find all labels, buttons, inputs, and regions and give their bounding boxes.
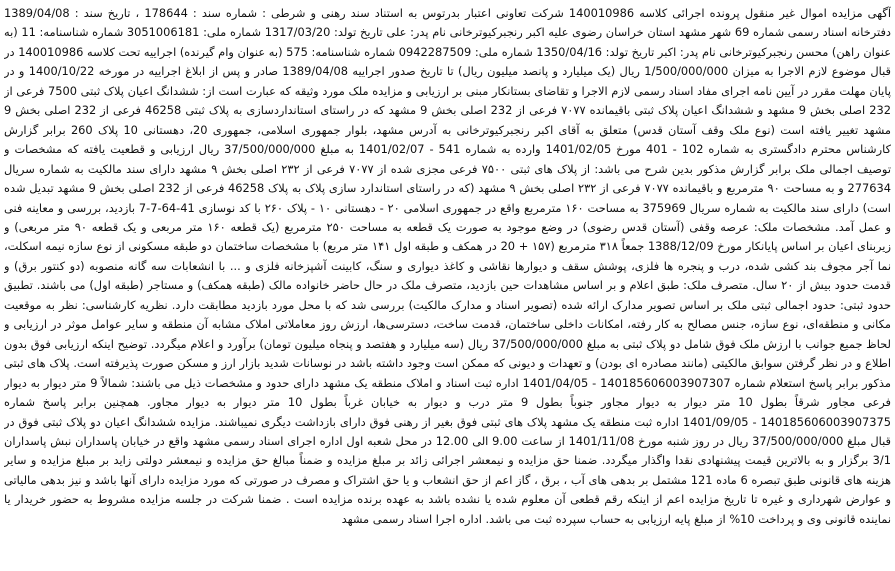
auction-notice xyxy=(4,4,891,567)
notice-body-text: آگهی مزایده اموال غیر منقول پرونده اجرائی کلاسه 140010986 شرکت تعاونی اعتبار بدرتوس به استناد سند رهنی و شرطی : شماره سند : 178644 ، تاریخ سند : 1389/04/08 دفترخانه اسناد رسمی شماره 69 شهر مشهد استان خراسان رضوی علیه اکبر رنجبرکیوترخانی نام پدر: علی تاریخ تولد: 1317/03/20 شماره ملی: 3051006181 شماره شناسنامه: 11 (به عنوان راهن) محسن رنجبرکیوترخانی نام پدر: اکبر تاریخ تولد: 1350/04/16 شماره ملی: 0942287509 شماره شناسنامه: 575 (به عنوان وام گیرنده) اجراییه تحت کلاسه 140010986 در قبال موضوع لازم الاجرا به میزان 1/500/000/000 ریال (یک میلیارد و پانصد میلیون ریال) تا تاریخ صدور اجراییه 1389/04/08 صادر و پس از ابلاغ اجراییه در مورخه 1400/10/22 و در پایان مهلت مقرر در آیین نامه اجرای مفاد اسناد رسمی لازم الاجرا و تقاضای بستانکار مبنی بر ارزیابی و مزایده ملک مورد وثیقه که عبارت است از: ششدانگ اعیان پلاک ثبتی 7500 فرعی از 232 اصلی بخش 9 مشهد و ششدانگ اعیان پلاک ثبتی باقیمانده ۷۰۷۷ فرعی از 232 اصلی بخش 9 مشهد که در راستای استانداردسازی به پلاک ثبتی 46258 فرعی از 232 اصلی بخش 9 مشهد تغییر یافته است (نوع ملک وقف آستان قدس) متعلق به آقای اکبر رنجبرکیوترخانی به آدرس مشهد، بلوار جمهوری اسلامی، جمهوری 20، دهستانی 10 پلاک 260 برابر گزارش کارشناس محترم دادگستری به شماره 102 - 401 مورخ 1401/02/05 وارده به شماره 541 - 1401/02/07 به مبلغ 37/500/000/000 ریال ارزیابی و قطعیت یافته که مشخصات و توصیف اجمالی ملک برابر گزارش مذکور بدین شرح می باشد: از پلاک های ثبتی ۷۵۰۰ فرعی مجزی شده از ۷۰۷۷ فرعی از ۲۳۲ اصلی بخش ۹ مشهد دارای سند مالکیت به شماره سریال 277634 و به مساحت ۹۰ مترمربع و باقیمانده ۷۰۷۷ فرعی از ۲۳۲ اصلی بخش ۹ مشهد (که در راستای استاندارد سازی پلاک به پلاک 46258 فرعی از 232 اصلی بخش 9 مشهد تبدیل شده است) دارای سند مالکیت به شماره سریال 375969 به مساحت ۱۶۰ مترمربع واقع در جمهوری اسلامی ۲۰ - دهستانی ۱۰ - پلاک ۲۶۰ با کد نوسازی 41-64-7-7 بازدید، بررسی و معاینه فنی و عمل آمد. مشخصات ملک: عرصه وقفی (آستان قدس رضوی) در وضع موجود به صورت یک قطعه به مساحت ۲۵۰ مترمربع (یک قطعه ۱۶۰ متر مربعی و یک قطعه ۹۰ متر مربعی) و زیربنای اعیان بر اساس پایانکار مورخ 1388/12/09 جمعاً ۳۱۸ مترمربع (۱۵۷ + 20 در همکف و طبقه اول ۱۴۱ متر مربع) با مشخصات ساختمان دو طبقه مسکونی از نوع سازه نیمه اسکلت، نما آجر مجوف بند کشی شده، درب و پنجره ها فلزی، پوشش سقف و دیوارها نقاشی و کاغذ دیواری و سنگ، کابینت آشپزخانه فلزی و ... با انشعابات سه گانه منصوبه (دو کنتور برق) و قدمت حدود بیش از ۲۰ سال. متصرف ملک: طبق اعلام و بر اساس مشاهدات حین بازدید، متصرف ملک در حال حاضر خانواده مالک (طبقه همکف) و مستاجر (طبقه اول) می باشند. تطبیق حدود ثبتی: حدود اجمالی ثبتی ملک بر اساس تصویر مدارک ارائه شده (تصویر اسناد و مدارک مالکیت) بررسی شد که با محل مورد بازدید مطابقت دارد. نظریه کارشناسی: نظر به موقعیت مکانی و منطقه‌ای، نوع سازه، جنس مصالح به کار رفته، امکانات داخلی ساختمان، قدمت ساخت، دسترسی‌ها، ارزش روز معاملاتی املاک مشابه آن منطقه و سایر عوامل موثر در ارزیابی و لحاظ جمیع جوانب با ارزش ملک فوق شامل دو پلاک ثبتی به مبلغ 37/500/000/000 ریال (سه میلیارد و هفتصد و پنجاه میلیون تومان) برآورد و اعلام میگردد. توضیح اینکه ارزیابی فوق بدون اطلاع و در نظر گرفتن سوابق مالکیتی (مانند مصادره ای بودن) و تعهدات و دیونی که ممکن است وجود داشته باشد در نوسانات شدید بازار ارز و مسکن صورت پذیرفته است. پلاک های ثبتی مذکور برابر پاسخ استعلام شماره 140185606003907307 - 1401/04/05 اداره ثبت اسناد و املاک منطقه یک مشهد دارای حدود و مشخصات ذیل می باشند: شمالاً 9 متر دیوار به دیوار فرعی مجاور شرقاً بطول 10 متر دیوار به دیوار مجاور جنوباً بطول 9 متر درب و دیوار به خیابان غرباً بطول 10 متر دیوار به دیوار مجاور. همچنین برابر پاسخ شماره 140185606003907375 - 1401/09/05 اداره ثبت منطقه یک مشهد پلاک های ثبتی فوق بغیر از رهنی فوق دارای بازداشت دیگری نمیباشند. مزایده ششدانگ اعیان دو پلاک ثبتی فوق در قبال مبلغ 37/500/000/000 ریال در روز شنبه مورخ 1401/11/08 از ساعت 9.00 الی 12.00 در محل شعبه اول اداره اجرای اسناد رسمی مشهد واقع در خیابان پاسداران نبش پاسداران 3/1 برگزار و به بالاترین قیمت پیشنهادی نقدا واگذار میگردد. ضمنا حق مزایده و نیمعشر اجرائی زائد بر مبلغ مزایده و ضمناً مبالغ حق مزایده و نیمعشر دولتی زاید بر مبلغ مزایده و سایر هزینه های قانونی طبق تبصره 6 ماده 121 مشتمل بر بدهی های آب ، برق ، گاز اعم از حق انشعاب و یا حق اشتراک و مصرف در صورتی که مورد مزایده دارای آنها باشد و نیز بدهی مالیاتی و عوارض شهرداری و غیره تا تاریخ مزایده اعم از اینکه رقم قطعی آن معلوم شده یا نشده باشد به عهده برنده مزایده است . ضمنا شرکت در جلسه مزایده مشروط به حضور خریدار یا نماینده قانونی وی و پرداخت 10% از مبلغ پایه ارزیابی به حساب سپرده ثبت می باشد. اداره اجرا اسناد رسمی مشهد xyxy=(4,6,891,526)
